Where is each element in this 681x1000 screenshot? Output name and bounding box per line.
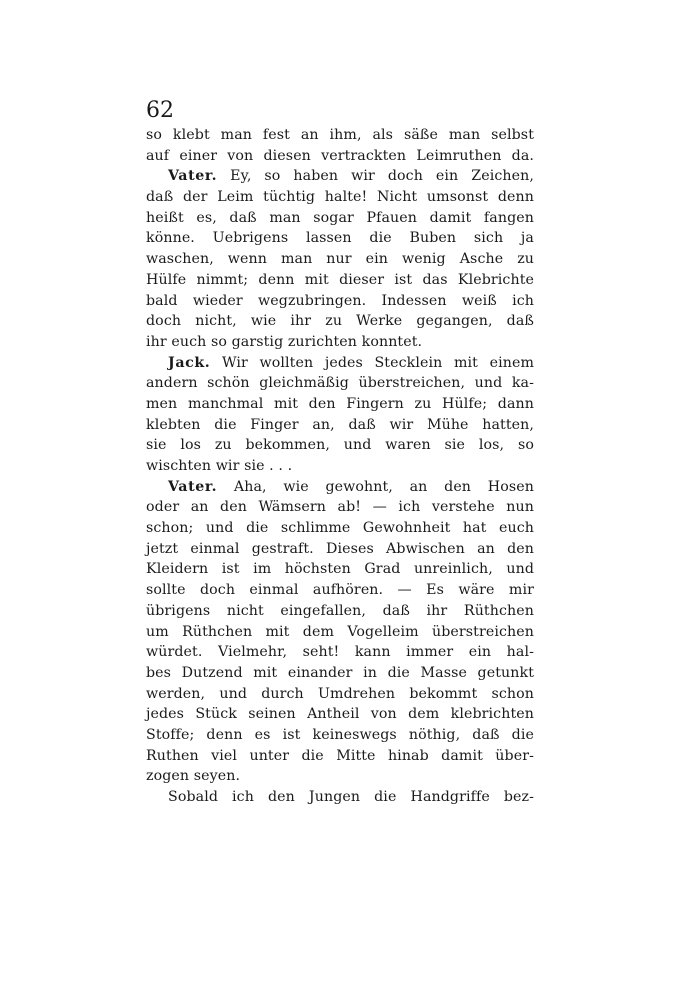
line-text: Ruthen viel unter die Mitte hinab damit über- (146, 747, 534, 764)
line-text: Wir wollten jedes Stecklein mit einem (210, 354, 534, 371)
text-line (146, 580, 534, 601)
line-text: könne. Uebrigens lassen die Buben sich ja (146, 230, 534, 247)
text-line (146, 766, 534, 787)
text-line (146, 601, 534, 622)
text-line (146, 249, 534, 270)
text-line (146, 228, 534, 249)
line-text: Kleidern ist im höchsten Grad unreinlich, und (146, 561, 534, 578)
line-text: jedes Stück seinen Antheil von dem klebrichten (146, 706, 534, 723)
text-line (146, 518, 534, 539)
text-line (146, 435, 534, 456)
body-text (146, 125, 534, 808)
line-text: jetzt einmal gestraft. Dieses Abwischen an den (146, 540, 534, 557)
line-text: men manchmal mit den Fingern zu Hülfe; dann (146, 395, 534, 412)
text-line (146, 270, 534, 291)
text-line (146, 622, 534, 643)
line-text: wischten wir sie . . . (146, 458, 293, 474)
line-text: sollte doch einmal aufhören. — Es wäre mir (146, 582, 534, 599)
line-text: waschen, wenn man nur ein wenig Asche zu (146, 251, 534, 268)
speaker-name: Vater. (168, 168, 218, 185)
line-text: daß der Leim tüchtig halte! Nicht umsonst denn (146, 189, 534, 206)
text-line (146, 456, 534, 477)
speaker-name: Jack. (168, 354, 211, 371)
text-line (146, 704, 534, 725)
line-text: bald wieder wegzubringen. Indessen weiß ich (146, 292, 534, 309)
line-text: doch nicht, wie ihr zu Werke gegangen, daß (146, 313, 534, 330)
speaker-name: Vater. (168, 478, 218, 495)
text-line (146, 787, 534, 808)
line-text: übrigens nicht eingefallen, daß ihr Rüthchen (146, 602, 534, 619)
line-text: schon; und die schlimme Gewohnheit hat euch (146, 520, 534, 537)
line-text: bes Dutzend mit einander in die Masse getunkt (146, 664, 534, 681)
line-text: Sobald ich den Jungen die Handgriffe bez- (168, 789, 534, 805)
text-line (146, 353, 534, 374)
page-number: 62 (146, 98, 174, 123)
text-line (146, 125, 534, 146)
text-line (146, 187, 534, 208)
line-text: sie los zu bekommen, und waren sie los, so (146, 437, 534, 454)
text-line (146, 291, 534, 312)
line-text: Ey, so haben wir doch ein Zeichen, (217, 168, 534, 185)
line-text: oder an den Wämsern ab! — ich verstehe nun (146, 499, 534, 516)
text-line (146, 415, 534, 436)
line-text: Aha, wie gewohnt, an den Hosen (217, 478, 534, 495)
text-line (146, 332, 534, 353)
text-line (146, 146, 534, 167)
text-line (146, 497, 534, 518)
line-text: andern schön gleichmäßig überstreichen, und ka- (146, 375, 534, 392)
text-line (146, 539, 534, 560)
line-text: würdet. Vielmehr, seht! kann immer ein hal- (146, 644, 534, 661)
text-line (146, 559, 534, 580)
line-text: auf einer von diesen vertrackten Leimruthen da. (146, 147, 534, 164)
line-text: zogen seyen. (146, 768, 241, 785)
text-line (146, 477, 534, 498)
line-text: ihr euch so garstig zurichten konntet. (146, 333, 423, 350)
text-line (146, 663, 534, 684)
line-text: so klebt man fest an ihm, als säße man selbst (146, 127, 534, 143)
line-text: klebten die Finger an, daß wir Mühe hatten, (146, 416, 534, 433)
text-line (146, 394, 534, 415)
line-text: Stoffe; denn es ist keineswegs nöthig, daß die (146, 726, 534, 743)
text-line (146, 166, 534, 187)
line-text: um Rüthchen mit dem Vogelleim überstreichen (146, 623, 534, 640)
line-text: Hülfe nimmt; denn mit dieser ist das Klebrichte (146, 271, 534, 288)
line-text: heißt es, daß man sogar Pfauen damit fangen (146, 209, 534, 226)
line-text: werden, und durch Umdrehen bekommt schon (146, 685, 534, 702)
text-line (146, 642, 534, 663)
text-line (146, 373, 534, 394)
text-line (146, 208, 534, 229)
text-line (146, 311, 534, 332)
text-line (146, 684, 534, 705)
text-line (146, 725, 534, 746)
text-line (146, 746, 534, 767)
